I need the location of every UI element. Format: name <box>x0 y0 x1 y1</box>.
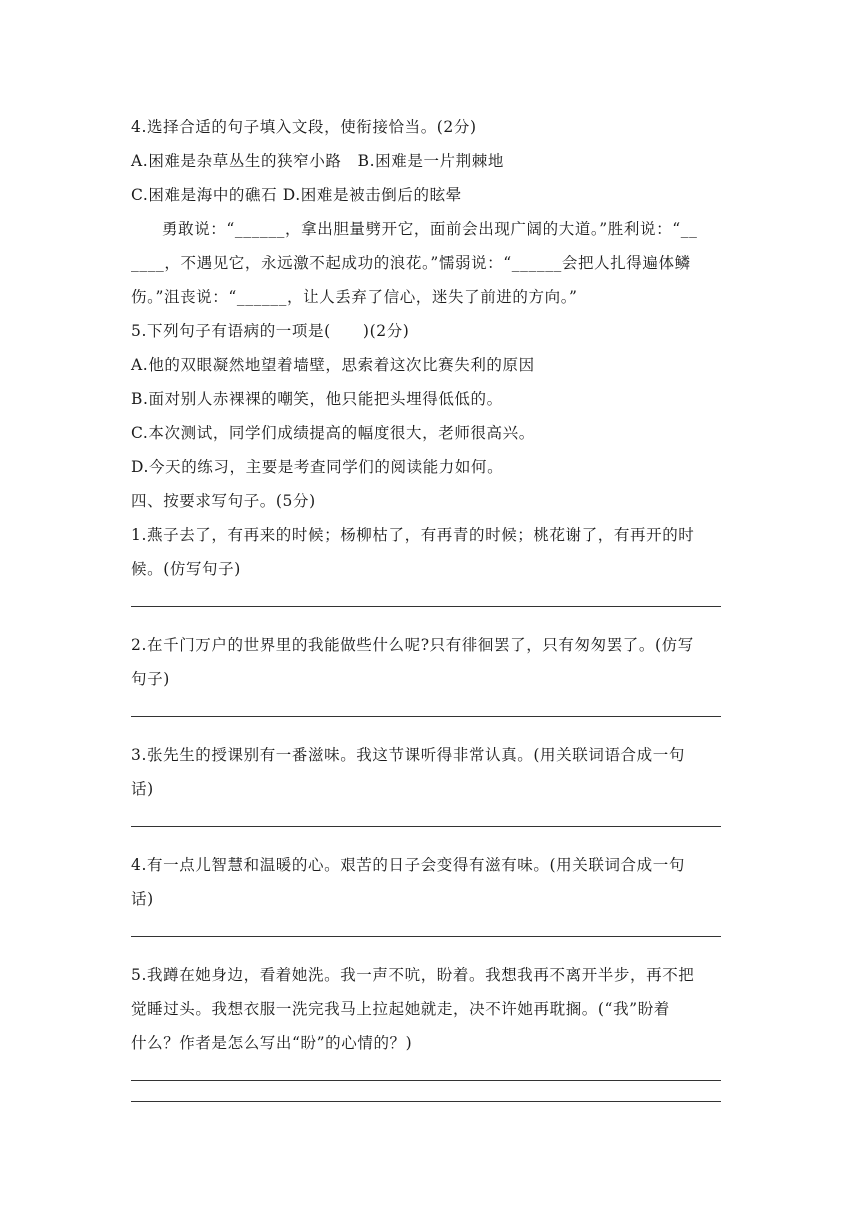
q4-options-ab: A.困难是杂草丛生的狭窄小路 B.困难是一片荆棘地 <box>131 152 504 170</box>
q4-options-cd: C.困难是海中的礁石 D.困难是被击倒后的眩晕 <box>131 186 462 204</box>
s4-item2-text: 2.在千门万户的世界里的我能做些什么呢?只有徘徊罢了，只有匆匆罢了。(仿写 <box>131 636 694 654</box>
q5-title: 5.下列句子有语病的一项是( )(2分) <box>131 322 410 340</box>
s4-item1-text: 候。(仿写句子) <box>131 560 241 578</box>
s4-item2-text: 句子) <box>131 670 170 688</box>
answer-line-5a[interactable] <box>131 1080 721 1081</box>
q4-passage-line: ____，不遇见它，永远激不起成功的浪花。”懦弱说：“______会把人扎得遍体鳞 <box>131 254 691 272</box>
answer-line-5b[interactable] <box>131 1101 721 1102</box>
answer-line-3[interactable] <box>131 826 721 827</box>
s4-item4-text: 4.有一点儿智慧和温暖的心。艰苦的日子会变得有滋有味。(用关联词合成一句 <box>131 856 685 874</box>
q5-option-b: B.面对别人赤裸裸的嘲笑，他只能把头埋得低低的。 <box>131 390 503 408</box>
answer-line-1[interactable] <box>131 606 721 607</box>
s4-item1-text: 1.燕子去了，有再来的时候；杨柳枯了，有再青的时候；桃花谢了，有再开的时 <box>131 526 695 544</box>
answer-line-2[interactable] <box>131 716 721 717</box>
s4-item4-text: 话) <box>131 890 154 908</box>
page-content <box>131 110 723 1117</box>
q4-title: 4.选择合适的句子填入文段，使衔接恰当。(2分) <box>131 118 477 136</box>
q5-option-c: C.本次测试，同学们成绩提高的幅度很大，老师很高兴。 <box>131 424 535 442</box>
s4-item5-text: 觉睡过头。我想衣服一洗完我马上拉起她就走，决不许她再耽搁。(“我”盼着 <box>131 1000 670 1018</box>
q5-option-d: D.今天的练习，主要是考查同学们的阅读能力如何。 <box>131 458 504 476</box>
s4-item3-text: 话) <box>131 780 154 798</box>
q4-passage-line: 勇敢说：“______，拿出胆量劈开它，面前会出现广阔的大道。”胜利说：“__ <box>162 220 698 238</box>
s4-item3-text: 3.张先生的授课别有一番滋味。我这节课听得非常认真。(用关联词语合成一句 <box>131 746 685 764</box>
s4-item5-text: 5.我蹲在她身边，看着她洗。我一声不吭，盼着。我想我再不离开半步，再不把 <box>131 966 695 984</box>
s4-item5-text: 什么？作者是怎么写出“盼”的心情的？) <box>131 1034 413 1052</box>
answer-line-4[interactable] <box>131 936 721 937</box>
section4-heading: 四、按要求写句子。(5分) <box>131 492 316 510</box>
q5-option-a: A.他的双眼凝然地望着墙壁，思索着这次比赛失利的原因 <box>131 356 535 374</box>
q4-passage-line: 伤。”沮丧说：“______，让人丢弃了信心，迷失了前进的方向。” <box>131 288 578 306</box>
